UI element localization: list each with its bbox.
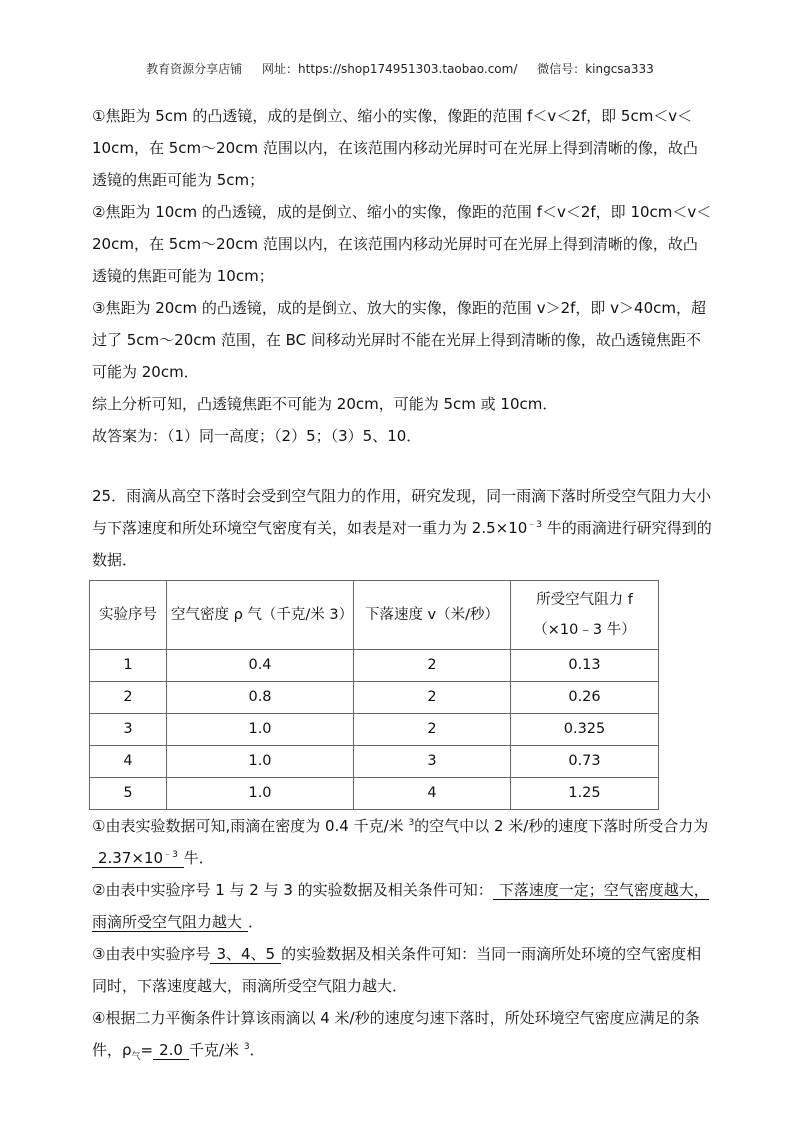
table-header-cell: 实验序号 <box>90 581 167 650</box>
table-header-cell: 空气密度 ρ 气（千克/米 3） <box>167 581 354 650</box>
answer-4: ④根据二力平衡条件计算该雨滴以 4 米/秒的速度匀速下落时，所处环境空气密度应满足的条件，$\rho_气= 2.0$ 千克/米 $^3$． <box>92 1009 700 1062</box>
table-cell: 2 <box>354 650 511 682</box>
table-cell: 0.8 <box>167 682 354 714</box>
table-cell: 1 <box>90 650 167 682</box>
table-header-cell: 所受空气阻力 f（×10﹣3 牛） <box>511 581 659 650</box>
page-header <box>0 60 800 77</box>
answer-3-blank: 3、4、5 <box>210 945 281 964</box>
table-cell: 1.25 <box>511 778 659 810</box>
table-header-cell: 下落速度 v（米/秒） <box>354 581 511 650</box>
header-wechat: 微信号：kingcsa333 <box>537 62 654 76</box>
table-row <box>90 682 659 714</box>
question-stem: 25．雨滴从高空下落时会受到空气阻力的作用，研究发现，同一雨滴下落时所受空气阻力大小与下落速度和所处环境空气密度有关，如表是对一重力为 $2.5\times 10^{﹣3}$ 牛的雨滴进行研究得到的数据． <box>92 487 712 569</box>
table-cell: 0.73 <box>511 746 659 778</box>
question-25 <box>92 480 712 1066</box>
table-cell: 2 <box>90 682 167 714</box>
table-cell: 5 <box>90 778 167 810</box>
table-header-row <box>90 581 659 650</box>
table-cell: 2 <box>354 714 511 746</box>
table-cell: 1.0 <box>167 714 354 746</box>
table-row <box>90 714 659 746</box>
answer-1: ①由表实验数据可知,雨滴在密度为 0.4 千克/米 $^3$的空气中以 2 米/秒的速度下落时所受合力为$2.37\times 10^{﹣3}$ 牛． <box>92 817 709 867</box>
document-body <box>92 100 712 1066</box>
table-cell: 0.325 <box>511 714 659 746</box>
table-cell: 4 <box>354 778 511 810</box>
header-url: 网址：https://shop174951303.taobao.com/ <box>262 62 518 76</box>
table-cell: 3 <box>90 714 167 746</box>
solution-line: ③焦距为 20cm 的凸透镜，成的是倒立、放大的实像，像距的范围 v＞2f，即 v＞40cm，超过了 5cm～20cm 范围，在 BC 间移动光屏时不能在光屏上得到清晰的像，故凸透镜焦距不可能为 20cm． <box>92 299 706 381</box>
table-cell: 0.26 <box>511 682 659 714</box>
answer-3: ③由表中实验序号 3、4、5 的实验数据及相关条件可知：当同一雨滴所处环境的空气密度相同时，下落速度越大，雨滴所受空气阻力越大． <box>92 945 702 995</box>
table-row <box>90 778 659 810</box>
answer-2: ②由表中实验序号 1 与 2 与 3 的实验数据及相关条件可知： 下落速度一定；空气密度越大，雨滴所受空气阻力越大 ． <box>92 881 709 931</box>
solution-line: ②焦距为 10cm 的凸透镜，成的是倒立、缩小的实像，像距的范围 f＜v＜2f，即 10cm＜v＜20cm，在 5cm～20cm 范围以内，在该范围内移动光屏时可在光屏上得到清晰的像，故凸透镜的焦距可能为 10cm； <box>92 203 712 285</box>
table-cell: 3 <box>354 746 511 778</box>
table-cell: 0.4 <box>167 650 354 682</box>
solution-answer: 故答案为：（1）同一高度；（2）5；（3）5、10． <box>92 427 422 445</box>
solution-line: 综上分析可知，凸透镜焦距不可能为 20cm，可能为 5cm 或 10cm． <box>92 395 558 413</box>
data-table <box>89 580 659 810</box>
header-shop: 教育资源分享店铺 <box>146 62 243 76</box>
answer-1-blank: $2.37\times 10^{﹣3}$ <box>92 849 184 868</box>
answer-4-blank: 2.0 <box>153 1041 189 1060</box>
table-cell: 4 <box>90 746 167 778</box>
solution-line: ①焦距为 5cm 的凸透镜，成的是倒立、缩小的实像，像距的范围 f＜v＜2f，即 5cm＜v＜10cm，在 5cm～20cm 范围以内，在该范围内移动光屏时可在光屏上得到清晰的像，故凸透镜的焦距可能为 5cm； <box>92 107 698 189</box>
table-row <box>90 650 659 682</box>
answer-2-blank: 下落速度一定；空气密度越大，雨滴所受空气阻力越大 <box>92 881 709 931</box>
table-cell: 2 <box>354 682 511 714</box>
table-row <box>90 746 659 778</box>
table-cell: 1.0 <box>167 778 354 810</box>
table-cell: 0.13 <box>511 650 659 682</box>
table-cell: 1.0 <box>167 746 354 778</box>
previous-solution <box>92 100 712 452</box>
